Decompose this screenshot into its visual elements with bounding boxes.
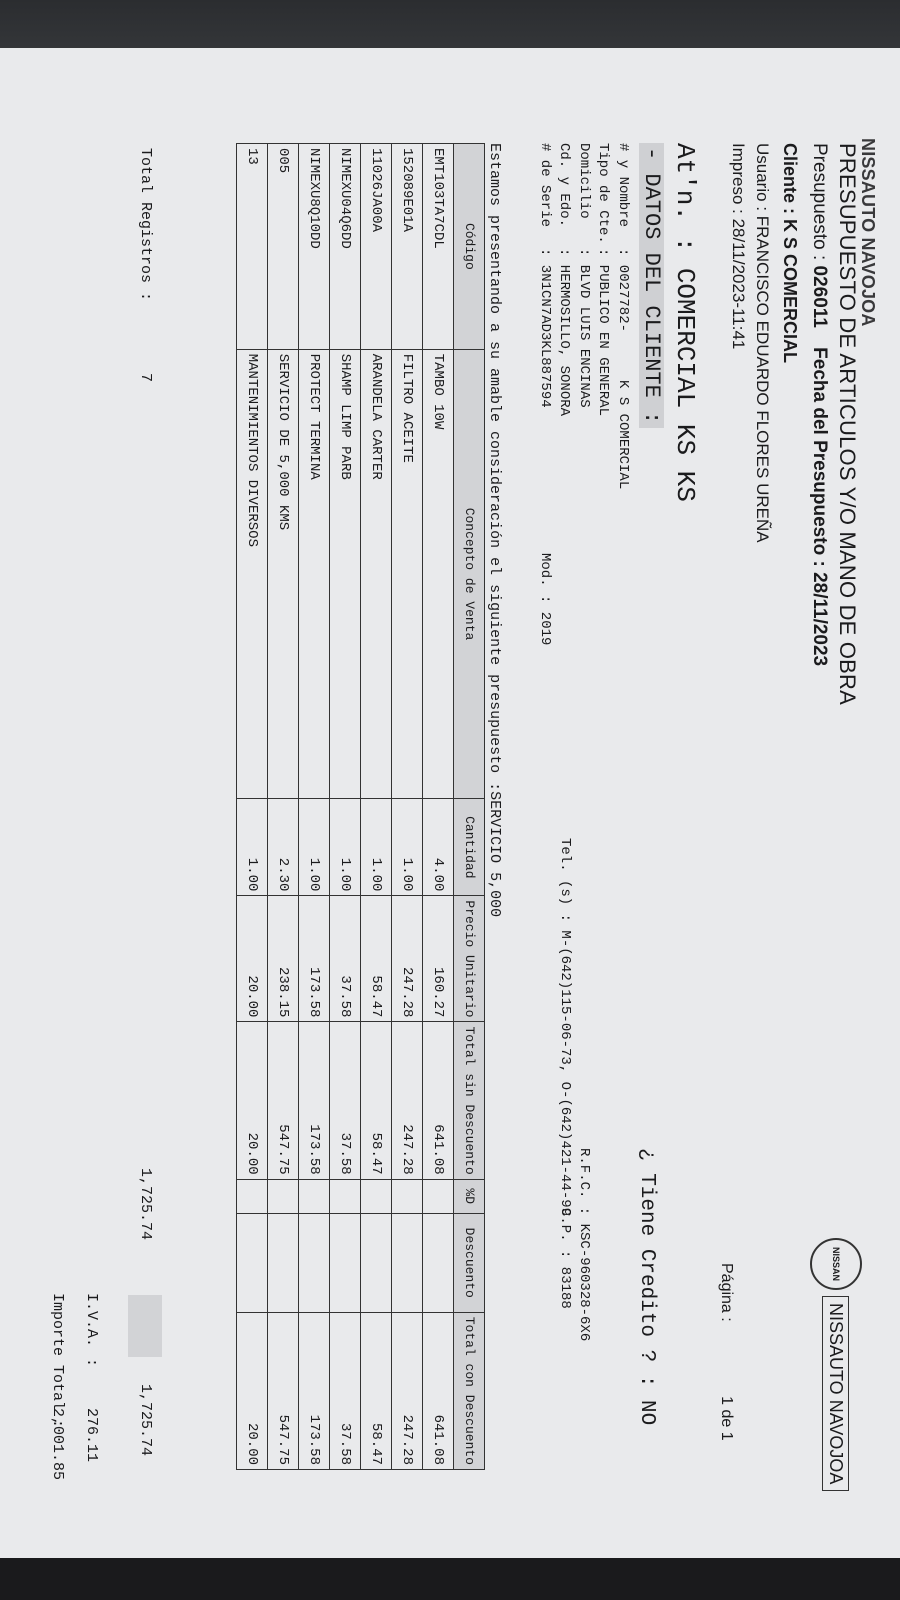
impreso-value: : 28/11/2023-11:41 [729, 209, 748, 350]
cell-total-sin: 173.58 [299, 1022, 330, 1179]
cell-pct-desc [423, 1179, 454, 1213]
cell-precio: 58.47 [361, 896, 392, 1022]
serie-label: # de Serie [537, 143, 553, 228]
importe-total-label: Importe Total : [49, 1293, 66, 1429]
table-row [237, 144, 268, 1470]
descuento-total-box [128, 1295, 162, 1357]
impreso-line [728, 143, 748, 349]
cell-total-con: 37.58 [330, 1312, 361, 1469]
cd-value: : HERMOSILLO, SONORA [556, 248, 573, 417]
cell-total-con: 20.00 [237, 1312, 268, 1469]
cell-precio: 37.58 [330, 896, 361, 1022]
cell-concepto: ARANDELA CARTER [361, 349, 392, 799]
total-registros-value: 7 [137, 373, 154, 383]
impreso-label: Impreso [729, 143, 748, 205]
cell-descuento [299, 1213, 330, 1312]
usuario-label: Usuario [753, 143, 772, 202]
pagina-value: 1 de 1 [718, 1396, 735, 1441]
cell-codigo: 13 [237, 144, 268, 350]
table-row [361, 144, 392, 1470]
cell-total-sin: 641.08 [423, 1022, 454, 1179]
credit-question: ¿ Tiene Credito ? : NO [635, 1148, 658, 1426]
cell-total-con: 247.28 [392, 1312, 423, 1469]
col-header-concepto: Concepto de Venta [454, 349, 485, 799]
table-row [423, 144, 454, 1470]
iva-colon: : [83, 1358, 100, 1368]
cell-concepto: MANTENIMIENTOS DIVERSOS [237, 349, 268, 799]
intro-text: Estamos presentando a su amable consideración el siguiente presupuesto :SERVICIO 5,000 [486, 143, 503, 918]
table-row [268, 144, 299, 1470]
cell-pct-desc [361, 1179, 392, 1213]
cell-pct-desc [268, 1179, 299, 1213]
usuario-value: : FRANCISCO EDUARDO FLORES UREÑA [753, 206, 772, 543]
cell-cantidad: 1.00 [330, 799, 361, 896]
cell-concepto: TAMBO 10W [423, 349, 454, 799]
cell-total-con: 58.47 [361, 1312, 392, 1469]
nissan-logo: NISSAN [810, 1238, 862, 1290]
cell-codigo: EMT103TA7CDL [423, 144, 454, 350]
nombre-label: # y Nombre [615, 143, 631, 228]
cell-precio: 20.00 [237, 896, 268, 1022]
col-header-pct-desc: %D [454, 1179, 485, 1213]
col-header-codigo: Código [454, 144, 485, 350]
budget-line [808, 143, 830, 666]
cell-cantidad: 4.00 [423, 799, 454, 896]
brand-block [810, 1238, 862, 1491]
cliente-line [779, 143, 800, 363]
cell-concepto: PROTECT TERMINA [299, 349, 330, 799]
usuario-line [752, 143, 772, 543]
cell-precio: 173.58 [299, 896, 330, 1022]
fecha-value: 28/11/2023 [809, 572, 830, 667]
cell-total-con: 173.58 [299, 1312, 330, 1469]
cell-precio: 160.27 [423, 896, 454, 1022]
cell-cantidad: 1.00 [361, 799, 392, 896]
col-header-total-con: Total con Descuento [454, 1312, 485, 1469]
cell-descuento [268, 1213, 299, 1312]
presupuesto-label: Presupuesto : [809, 143, 830, 261]
budget-document [0, 48, 900, 1563]
domicilio-label: Domicilio [576, 143, 592, 219]
cell-descuento [237, 1213, 268, 1312]
cell-codigo: 152089E01A [392, 144, 423, 350]
cell-cantidad: 1.00 [392, 799, 423, 896]
col-header-total-sin: Total sin Descuento [454, 1022, 485, 1179]
cliente-value: K S COMERCIAL [780, 219, 800, 364]
importe-total-value: 2,001.85 [49, 1408, 66, 1481]
nombre-value: : 0027782-K S COMERCIAL [615, 248, 631, 490]
background-car-seat-bottom [0, 1558, 900, 1600]
iva-label: I.V.A. [83, 1293, 100, 1348]
cell-total-sin: 58.47 [361, 1022, 392, 1179]
codigo-postal: C.P. : 83188 [557, 1208, 573, 1309]
client-labels [535, 143, 633, 244]
cell-pct-desc [330, 1179, 361, 1213]
items-table [236, 143, 485, 1470]
cell-concepto: SERVICIO DE 5,000 KMS [268, 349, 299, 799]
cell-total-sin: 247.28 [392, 1022, 423, 1179]
col-header-descuento: Descuento [454, 1213, 485, 1312]
brand-name: NISSAUTO NAVOJOA [823, 1296, 850, 1491]
client-data-header: - DATOS DEL CLIENTE : [639, 143, 664, 428]
cell-codigo: NIMEXU04Q6DD [330, 144, 361, 350]
tipo-value: : PUBLICO EN GENERAL [595, 248, 612, 417]
cell-total-con: 547.75 [268, 1312, 299, 1469]
cell-total-sin: 37.58 [330, 1022, 361, 1179]
cell-codigo: NIMEXU8Q10DD [299, 144, 330, 350]
fecha-label: Fecha del Presupuesto : [809, 347, 830, 567]
cell-cantidad: 1.00 [237, 799, 268, 896]
cell-descuento [330, 1213, 361, 1312]
rfc: R.F.C. : KSC-960328-6X6 [576, 1148, 592, 1342]
cell-codigo: 11026JA00A [361, 144, 392, 350]
subtotal-con-descuento: 1,725.74 [137, 1384, 154, 1457]
cliente-label: Cliente : [780, 143, 800, 215]
cell-descuento [392, 1213, 423, 1312]
table-row [392, 144, 423, 1470]
serie-value: : 3N1CN7AD3KL887594 [537, 248, 553, 408]
cell-concepto: FILTRO ACEITE [392, 349, 423, 799]
cell-descuento [423, 1213, 454, 1312]
table-header-row [454, 144, 485, 1470]
cell-total-con: 641.08 [423, 1312, 454, 1469]
total-registros-label: Total Registros : [137, 148, 154, 302]
document-title: PRESUPUESTO DE ARTICULOS Y/O MANO DE OBRA [835, 143, 860, 706]
col-header-precio: Precio Unitario [454, 896, 485, 1022]
cell-concepto: SHAMP LIMP PARB [330, 349, 361, 799]
tipo-label: Tipo de Cte. [595, 143, 612, 244]
cell-cantidad: 2.30 [268, 799, 299, 896]
cell-pct-desc [237, 1179, 268, 1213]
table-row [330, 144, 361, 1470]
cell-descuento [361, 1213, 392, 1312]
presupuesto-number: 026011 [809, 265, 830, 328]
attention-line: At'n. : COMERCIAL KS KS [670, 143, 700, 502]
table-row [299, 144, 330, 1470]
cd-label: Cd. y Edo. [556, 143, 573, 228]
cell-cantidad: 1.00 [299, 799, 330, 896]
pagina-line [717, 1263, 735, 1441]
domicilio-value: : BLVD LUIS ENCINAS [576, 248, 592, 408]
cell-codigo: 005 [268, 144, 299, 350]
iva-value: 276.11 [83, 1408, 100, 1463]
cell-precio: 238.15 [268, 896, 299, 1022]
cell-pct-desc [299, 1179, 330, 1213]
subtotal-sin-descuento: 1,725.74 [137, 1168, 154, 1241]
company-header-cut: NISSAUTO NAVOJOA [858, 138, 878, 327]
cell-pct-desc [392, 1179, 423, 1213]
client-values [535, 248, 633, 489]
telefono: Tel. (s) : M-(642)115-06-73, O-(642)421-44-99 [557, 838, 573, 1217]
cell-precio: 247.28 [392, 896, 423, 1022]
pagina-label: Página : [718, 1263, 735, 1322]
cell-total-sin: 20.00 [237, 1022, 268, 1179]
cell-total-sin: 547.75 [268, 1022, 299, 1179]
col-header-cantidad: Cantidad [454, 799, 485, 896]
modelo-year: Mod. : 2019 [537, 553, 553, 646]
